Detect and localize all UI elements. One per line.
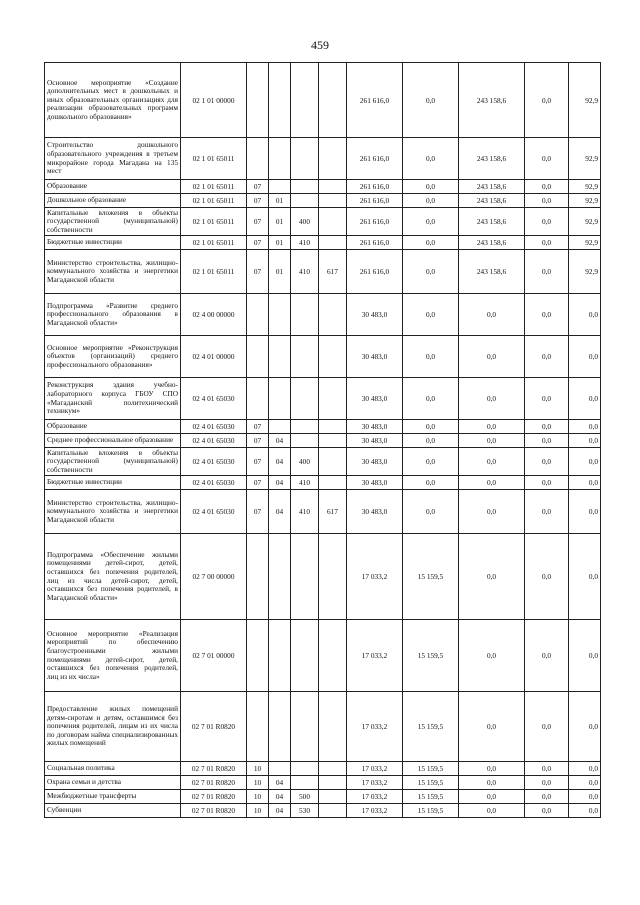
row-percent: 0,0 <box>569 790 601 804</box>
row-value-2: 0,0 <box>403 490 459 534</box>
row-name: Капитальные вложения в объекты государственной (муниципальной) собственности <box>45 448 181 476</box>
row-name: Реконструкция здания учебно-лабораторного корпуса ГБОУ СПО «Магаданский политехнический техникум» <box>45 378 181 420</box>
row-value-2: 0,0 <box>403 448 459 476</box>
row-code: 02 1 01 00000 <box>181 63 247 138</box>
row-expense-type <box>291 294 319 336</box>
row-value-4: 0,0 <box>525 476 569 490</box>
row-section: 10 <box>247 762 269 776</box>
row-subsection <box>269 336 291 378</box>
row-subsection: 04 <box>269 476 291 490</box>
row-code: 02 4 01 00000 <box>181 336 247 378</box>
row-administrator <box>319 448 347 476</box>
row-value-3: 243 158,6 <box>459 236 525 250</box>
row-percent: 0,0 <box>569 448 601 476</box>
row-administrator <box>319 476 347 490</box>
row-value-2: 0,0 <box>403 194 459 208</box>
row-percent: 0,0 <box>569 490 601 534</box>
row-percent: 0,0 <box>569 534 601 620</box>
row-name: Предоставление жилых помещений детям-сиротам и детям, оставшимся без попечения родителей, лицам из их числа по договорам найма специализированных жилых помещений <box>45 692 181 762</box>
row-value-2: 0,0 <box>403 208 459 236</box>
row-administrator <box>319 208 347 236</box>
row-value-3: 0,0 <box>459 762 525 776</box>
row-code: 02 7 01 R0820 <box>181 776 247 790</box>
row-name: Подпрограмма «Развитие среднего профессионального образования в Магаданской области» <box>45 294 181 336</box>
row-administrator <box>319 63 347 138</box>
row-percent: 0,0 <box>569 420 601 434</box>
row-value-4: 0,0 <box>525 250 569 294</box>
row-value-1: 30 483,0 <box>347 336 403 378</box>
row-expense-type <box>291 63 319 138</box>
row-subsection <box>269 294 291 336</box>
row-percent: 0,0 <box>569 804 601 818</box>
row-percent: 92,9 <box>569 138 601 180</box>
row-expense-type <box>291 534 319 620</box>
row-value-3: 0,0 <box>459 534 525 620</box>
row-administrator <box>319 236 347 250</box>
row-value-4: 0,0 <box>525 692 569 762</box>
row-value-1: 261 616,0 <box>347 194 403 208</box>
row-code: 02 1 01 65011 <box>181 194 247 208</box>
row-expense-type <box>291 434 319 448</box>
row-name: Основное мероприятие «Реализация мероприятий по обеспечению благоустроенными жилыми помещениями детей-сирот, детей, оставшихся без попечения родителей, лиц из их числа» <box>45 620 181 692</box>
row-value-4: 0,0 <box>525 434 569 448</box>
row-code: 02 4 01 65030 <box>181 420 247 434</box>
table-body <box>45 63 601 818</box>
row-value-4: 0,0 <box>525 194 569 208</box>
row-subsection <box>269 762 291 776</box>
row-section: 07 <box>247 180 269 194</box>
row-name: Министерство строительства, жилищно-коммунального хозяйства и энергетики Магаданской области <box>45 490 181 534</box>
row-percent: 0,0 <box>569 776 601 790</box>
row-percent: 92,9 <box>569 236 601 250</box>
row-code: 02 4 01 65030 <box>181 378 247 420</box>
row-expense-type <box>291 336 319 378</box>
row-expense-type <box>291 692 319 762</box>
row-value-1: 261 616,0 <box>347 236 403 250</box>
row-value-1: 17 033,2 <box>347 620 403 692</box>
row-code: 02 4 01 65030 <box>181 476 247 490</box>
row-section: 07 <box>247 448 269 476</box>
row-value-2: 0,0 <box>403 138 459 180</box>
row-value-1: 30 483,0 <box>347 476 403 490</box>
table-row <box>45 434 601 448</box>
row-name: Основное мероприятие «Создание дополнительных мест в дошкольных и иных образовательных организациях для реализации образовательных программ дошкольного образования» <box>45 63 181 138</box>
row-value-2: 15 159,5 <box>403 790 459 804</box>
row-value-3: 0,0 <box>459 490 525 534</box>
row-value-2: 0,0 <box>403 250 459 294</box>
row-value-4: 0,0 <box>525 762 569 776</box>
table-row <box>45 208 601 236</box>
row-expense-type <box>291 378 319 420</box>
row-percent: 92,9 <box>569 250 601 294</box>
table-row <box>45 490 601 534</box>
row-expense-type: 410 <box>291 476 319 490</box>
row-value-3: 243 158,6 <box>459 180 525 194</box>
row-code: 02 4 01 65030 <box>181 434 247 448</box>
row-value-2: 15 159,5 <box>403 804 459 818</box>
row-expense-type <box>291 776 319 790</box>
row-value-1: 30 483,0 <box>347 378 403 420</box>
table-row <box>45 378 601 420</box>
row-expense-type: 410 <box>291 236 319 250</box>
row-code: 02 7 01 R0820 <box>181 762 247 776</box>
row-expense-type: 410 <box>291 490 319 534</box>
row-administrator <box>319 180 347 194</box>
row-value-2: 0,0 <box>403 336 459 378</box>
row-value-2: 15 159,5 <box>403 620 459 692</box>
table-row <box>45 476 601 490</box>
row-value-4: 0,0 <box>525 294 569 336</box>
row-section: 07 <box>247 236 269 250</box>
row-administrator: 617 <box>319 490 347 534</box>
row-subsection <box>269 63 291 138</box>
row-percent: 0,0 <box>569 620 601 692</box>
row-value-4: 0,0 <box>525 448 569 476</box>
row-section: 07 <box>247 250 269 294</box>
row-value-2: 15 159,5 <box>403 692 459 762</box>
row-value-2: 15 159,5 <box>403 762 459 776</box>
row-percent: 0,0 <box>569 336 601 378</box>
row-code: 02 4 01 65030 <box>181 490 247 534</box>
row-value-3: 243 158,6 <box>459 250 525 294</box>
row-administrator <box>319 294 347 336</box>
row-expense-type: 500 <box>291 790 319 804</box>
row-code: 02 1 01 65011 <box>181 180 247 194</box>
row-subsection: 04 <box>269 776 291 790</box>
row-expense-type <box>291 620 319 692</box>
row-value-3: 0,0 <box>459 434 525 448</box>
row-subsection <box>269 138 291 180</box>
row-value-4: 0,0 <box>525 620 569 692</box>
row-percent: 0,0 <box>569 762 601 776</box>
row-administrator <box>319 336 347 378</box>
row-section <box>247 378 269 420</box>
row-value-4: 0,0 <box>525 420 569 434</box>
row-code: 02 1 01 65011 <box>181 138 247 180</box>
row-administrator <box>319 692 347 762</box>
table-row <box>45 236 601 250</box>
row-name: Межбюджетные трансферты <box>45 790 181 804</box>
row-value-1: 261 616,0 <box>347 250 403 294</box>
row-value-4: 0,0 <box>525 534 569 620</box>
row-name: Охрана семьи и детства <box>45 776 181 790</box>
row-code: 02 7 01 R0820 <box>181 692 247 762</box>
row-value-3: 0,0 <box>459 448 525 476</box>
table-row <box>45 180 601 194</box>
row-value-1: 17 033,2 <box>347 534 403 620</box>
budget-table <box>44 62 601 818</box>
row-value-1: 30 483,0 <box>347 294 403 336</box>
row-value-1: 17 033,2 <box>347 762 403 776</box>
table-row <box>45 692 601 762</box>
row-subsection: 01 <box>269 208 291 236</box>
row-value-1: 17 033,2 <box>347 692 403 762</box>
row-expense-type <box>291 762 319 776</box>
row-section: 07 <box>247 420 269 434</box>
row-value-1: 30 483,0 <box>347 434 403 448</box>
row-subsection <box>269 420 291 434</box>
row-section <box>247 620 269 692</box>
row-administrator <box>319 138 347 180</box>
row-value-4: 0,0 <box>525 336 569 378</box>
row-value-2: 0,0 <box>403 236 459 250</box>
table-row <box>45 420 601 434</box>
row-section: 07 <box>247 194 269 208</box>
row-administrator <box>319 194 347 208</box>
row-expense-type: 400 <box>291 208 319 236</box>
row-value-3: 0,0 <box>459 804 525 818</box>
row-section: 07 <box>247 208 269 236</box>
table-row <box>45 620 601 692</box>
row-name: Субвенции <box>45 804 181 818</box>
row-name: Министерство строительства, жилищно-коммунального хозяйства и энергетики Магаданской области <box>45 250 181 294</box>
row-percent: 0,0 <box>569 294 601 336</box>
row-value-3: 0,0 <box>459 692 525 762</box>
row-percent: 0,0 <box>569 378 601 420</box>
table-row <box>45 250 601 294</box>
table-row <box>45 194 601 208</box>
row-expense-type <box>291 420 319 434</box>
row-expense-type: 410 <box>291 250 319 294</box>
row-subsection: 01 <box>269 194 291 208</box>
row-section: 07 <box>247 476 269 490</box>
row-name: Дошкольное образование <box>45 194 181 208</box>
row-subsection: 04 <box>269 790 291 804</box>
row-value-3: 243 158,6 <box>459 138 525 180</box>
row-value-1: 261 616,0 <box>347 138 403 180</box>
row-administrator <box>319 790 347 804</box>
row-subsection: 04 <box>269 448 291 476</box>
row-subsection <box>269 378 291 420</box>
row-name: Подпрограмма «Обеспечение жилыми помещениями детей-сирот, детей, оставшихся без попечения родителей, лиц из числа детей-сирот, детей, оставшихся без попечения родителей, в Магаданской области» <box>45 534 181 620</box>
row-subsection <box>269 180 291 194</box>
row-value-3: 243 158,6 <box>459 63 525 138</box>
table-row <box>45 448 601 476</box>
table-row <box>45 776 601 790</box>
row-section <box>247 534 269 620</box>
row-section <box>247 336 269 378</box>
table-row <box>45 336 601 378</box>
row-percent: 0,0 <box>569 476 601 490</box>
row-value-1: 17 033,2 <box>347 804 403 818</box>
table-row <box>45 534 601 620</box>
row-value-1: 261 616,0 <box>347 63 403 138</box>
row-name: Бюджетные инвестиции <box>45 476 181 490</box>
row-code: 02 1 01 65011 <box>181 236 247 250</box>
row-administrator <box>319 620 347 692</box>
row-name: Образование <box>45 180 181 194</box>
row-value-1: 17 033,2 <box>347 790 403 804</box>
row-expense-type <box>291 138 319 180</box>
row-value-3: 0,0 <box>459 336 525 378</box>
row-subsection <box>269 692 291 762</box>
row-value-1: 30 483,0 <box>347 448 403 476</box>
row-code: 02 7 00 00000 <box>181 534 247 620</box>
row-value-2: 15 159,5 <box>403 776 459 790</box>
row-percent: 92,9 <box>569 63 601 138</box>
row-subsection: 04 <box>269 804 291 818</box>
row-code: 02 7 01 00000 <box>181 620 247 692</box>
row-percent: 92,9 <box>569 194 601 208</box>
row-expense-type <box>291 180 319 194</box>
row-value-1: 261 616,0 <box>347 208 403 236</box>
row-percent: 92,9 <box>569 208 601 236</box>
row-value-1: 30 483,0 <box>347 420 403 434</box>
row-value-3: 0,0 <box>459 790 525 804</box>
row-subsection <box>269 534 291 620</box>
row-value-4: 0,0 <box>525 790 569 804</box>
row-value-3: 0,0 <box>459 420 525 434</box>
row-section: 10 <box>247 790 269 804</box>
row-section: 10 <box>247 804 269 818</box>
row-code: 02 1 01 65011 <box>181 208 247 236</box>
row-value-3: 0,0 <box>459 620 525 692</box>
row-value-3: 0,0 <box>459 776 525 790</box>
row-subsection <box>269 620 291 692</box>
row-name: Социальная политика <box>45 762 181 776</box>
row-percent: 0,0 <box>569 434 601 448</box>
row-value-4: 0,0 <box>525 776 569 790</box>
row-section: 07 <box>247 490 269 534</box>
row-name: Образование <box>45 420 181 434</box>
row-name: Среднее профессиональное образование <box>45 434 181 448</box>
row-value-1: 30 483,0 <box>347 490 403 534</box>
row-code: 02 1 01 65011 <box>181 250 247 294</box>
row-section <box>247 63 269 138</box>
table-row <box>45 294 601 336</box>
row-value-3: 0,0 <box>459 294 525 336</box>
row-administrator <box>319 804 347 818</box>
table-row <box>45 63 601 138</box>
row-value-2: 15 159,5 <box>403 534 459 620</box>
row-expense-type: 400 <box>291 448 319 476</box>
row-section <box>247 692 269 762</box>
row-name: Капитальные вложения в объекты государственной (муниципальной) собственности <box>45 208 181 236</box>
row-name: Бюджетные инвестиции <box>45 236 181 250</box>
table-row <box>45 138 601 180</box>
row-subsection: 01 <box>269 250 291 294</box>
row-code: 02 7 01 R0820 <box>181 790 247 804</box>
row-value-4: 0,0 <box>525 138 569 180</box>
row-administrator <box>319 534 347 620</box>
row-administrator: 617 <box>319 250 347 294</box>
row-code: 02 7 01 R0820 <box>181 804 247 818</box>
row-percent: 0,0 <box>569 692 601 762</box>
row-expense-type: 530 <box>291 804 319 818</box>
row-value-1: 261 616,0 <box>347 180 403 194</box>
row-value-3: 243 158,6 <box>459 208 525 236</box>
row-value-3: 243 158,6 <box>459 194 525 208</box>
row-section: 10 <box>247 776 269 790</box>
row-value-4: 0,0 <box>525 490 569 534</box>
row-percent: 92,9 <box>569 180 601 194</box>
row-subsection: 04 <box>269 490 291 534</box>
row-section <box>247 294 269 336</box>
row-value-4: 0,0 <box>525 180 569 194</box>
row-administrator <box>319 420 347 434</box>
row-section: 07 <box>247 434 269 448</box>
row-value-1: 17 033,2 <box>347 776 403 790</box>
row-subsection: 04 <box>269 434 291 448</box>
row-value-2: 0,0 <box>403 63 459 138</box>
table-row <box>45 804 601 818</box>
row-administrator <box>319 762 347 776</box>
row-value-2: 0,0 <box>403 294 459 336</box>
row-value-4: 0,0 <box>525 63 569 138</box>
row-value-2: 0,0 <box>403 434 459 448</box>
row-value-3: 0,0 <box>459 378 525 420</box>
row-code: 02 4 00 00000 <box>181 294 247 336</box>
row-administrator <box>319 378 347 420</box>
row-value-2: 0,0 <box>403 378 459 420</box>
row-value-3: 0,0 <box>459 476 525 490</box>
row-subsection: 01 <box>269 236 291 250</box>
row-value-2: 0,0 <box>403 420 459 434</box>
table-row <box>45 762 601 776</box>
page-number: 459 <box>311 38 329 52</box>
row-code: 02 4 01 65030 <box>181 448 247 476</box>
table-row <box>45 790 601 804</box>
row-expense-type <box>291 194 319 208</box>
row-value-2: 0,0 <box>403 180 459 194</box>
row-value-2: 0,0 <box>403 476 459 490</box>
row-section <box>247 138 269 180</box>
row-value-4: 0,0 <box>525 378 569 420</box>
row-administrator <box>319 434 347 448</box>
row-value-4: 0,0 <box>525 208 569 236</box>
row-administrator <box>319 776 347 790</box>
row-name: Основное мероприятие «Реконструкция объектов (организаций) среднего профессионального образования» <box>45 336 181 378</box>
row-name: Строительство дошкольного образовательного учреждения в третьем микрорайоне города Магадана на 135 мест <box>45 138 181 180</box>
row-value-4: 0,0 <box>525 804 569 818</box>
row-value-4: 0,0 <box>525 236 569 250</box>
